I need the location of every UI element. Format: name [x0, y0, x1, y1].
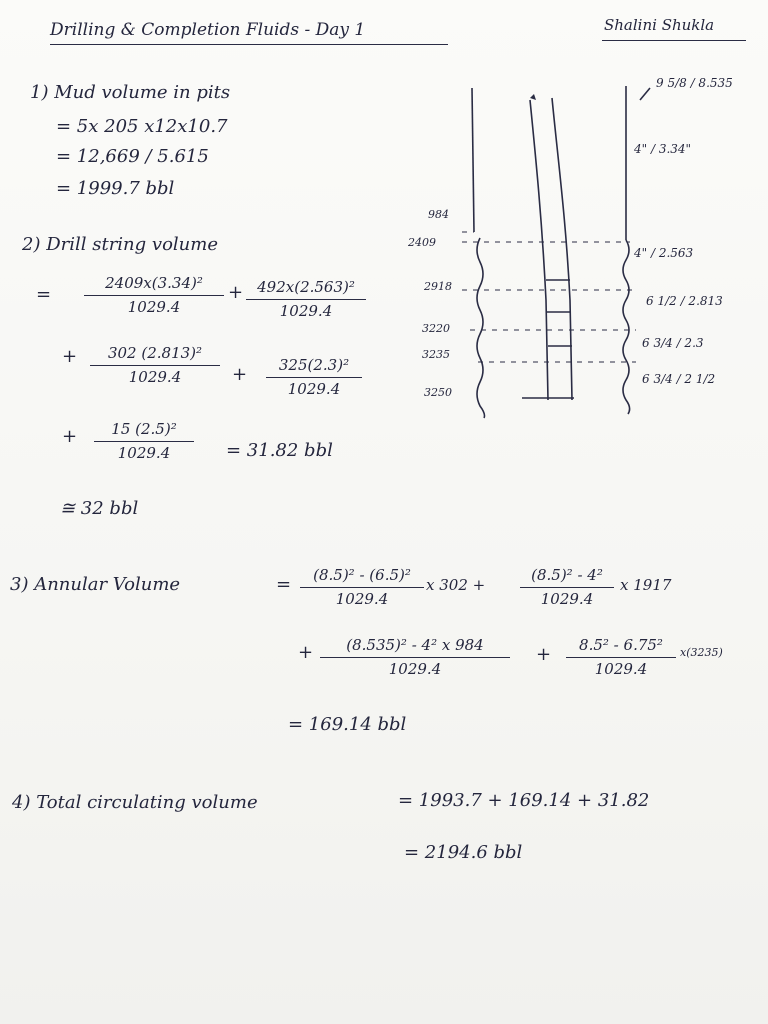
depth-2409: 2409	[408, 236, 436, 249]
drill-fraction-4-den: 1029.4	[287, 380, 341, 398]
annular-fraction-1-den: 1029.4	[335, 590, 389, 608]
pipe-size-5: 6 3/4 / 2 1/2	[642, 372, 716, 386]
annular-mult-1: x 302 +	[426, 576, 486, 594]
annular-fraction-2-num: (8.5)² - 4²	[531, 566, 603, 584]
depth-984: 984	[428, 208, 449, 221]
fraction-bar	[566, 657, 676, 658]
open-hole-right-wall	[623, 240, 630, 414]
fraction-bar	[300, 587, 424, 588]
section2-plus-3: +	[232, 364, 248, 385]
depth-3220: 3220	[422, 322, 450, 335]
section2-plus-4: +	[62, 426, 78, 447]
section4-line1: = 1993.7 + 169.14 + 31.82	[398, 790, 650, 811]
section2-plus-1: +	[228, 282, 244, 303]
section2-equals: =	[36, 284, 52, 305]
section2-title: 2) Drill string volume	[22, 234, 218, 255]
section1-line1: = 5x 205 x12x10.7	[56, 116, 228, 137]
casing-left-line	[472, 88, 474, 232]
pipe-size-3: 6 1/2 / 2.813	[646, 294, 723, 308]
annular-fraction-2-den: 1029.4	[540, 590, 594, 608]
annular-fraction-3-num: (8.535)² - 4² x 984	[346, 636, 484, 654]
section3-plus-b: +	[536, 644, 552, 665]
section2-result: = 31.82 bbl	[226, 440, 333, 461]
drill-fraction-3-num: 302 (2.813)²	[107, 344, 203, 362]
drill-fraction-3-den: 1029.4	[128, 368, 182, 386]
annular-fraction-3	[320, 636, 510, 678]
open-hole-left-wall	[477, 238, 485, 418]
section1-title: 1) Mud volume in pits	[30, 82, 231, 103]
section4-title: 4) Total circulating volume	[12, 792, 258, 813]
pipe-size-1: 4" / 3.34"	[634, 142, 692, 156]
annular-fraction-4-den: 1029.4	[594, 660, 648, 678]
section2-plus-2: +	[62, 346, 78, 367]
casing-label-arrow	[640, 88, 650, 100]
section1-line3: = 1999.7 bbl	[56, 178, 175, 199]
drill-fraction-1-num: 2409x(3.34)²	[105, 274, 203, 292]
annular-fraction-1-num: (8.5)² - (6.5)²	[313, 566, 411, 584]
annular-mult-2: x 1917	[620, 576, 672, 594]
author-name: Shalini Shukla	[604, 16, 715, 34]
drill-fraction-5-num: 15 (2.5)²	[111, 420, 177, 438]
pipe-size-4: 6 3/4 / 2.3	[642, 336, 704, 350]
pipe-size-2: 4" / 2.563	[634, 246, 694, 260]
pipe-right-wall	[552, 98, 572, 400]
depth-2918: 2918	[424, 280, 452, 293]
fraction-bar	[320, 657, 510, 658]
section2-approx: ≅ 32 bbl	[60, 498, 139, 519]
section3-equals: =	[276, 574, 292, 595]
annular-fraction-4	[566, 636, 676, 678]
drill-fraction-2-den: 1029.4	[279, 302, 333, 320]
annular-fraction-2	[520, 566, 614, 608]
drill-fraction-1-den: 1029.4	[127, 298, 181, 316]
pipe-left-wall	[530, 100, 548, 400]
annular-fraction-1	[300, 566, 424, 608]
annular-fraction-4-num: 8.5² - 6.75²	[579, 636, 663, 654]
section4-line2: = 2194.6 bbl	[404, 842, 523, 863]
section3-result: = 169.14 bbl	[288, 714, 407, 735]
section3-title: 3) Annular Volume	[10, 574, 181, 595]
annular-mult-4: x(3235)	[680, 646, 723, 659]
annular-fraction-3-den: 1029.4	[388, 660, 442, 678]
casing-label: 9 5/8 / 8.535	[656, 76, 733, 90]
section1-line2: = 12,669 / 5.615	[56, 146, 209, 167]
section3-plus-a: +	[298, 642, 314, 663]
fraction-bar	[520, 587, 614, 588]
drill-fraction-4-num: 325(2.3)²	[278, 356, 350, 374]
drill-fraction-5-den: 1029.4	[117, 444, 171, 462]
drill-fraction-2-num: 492x(2.563)²	[257, 278, 355, 296]
depth-3250: 3250	[424, 386, 452, 399]
depth-3235: 3235	[422, 348, 450, 361]
page-title: Drilling & Completion Fluids - Day 1	[50, 20, 366, 40]
pipe-top-marker	[530, 94, 536, 100]
